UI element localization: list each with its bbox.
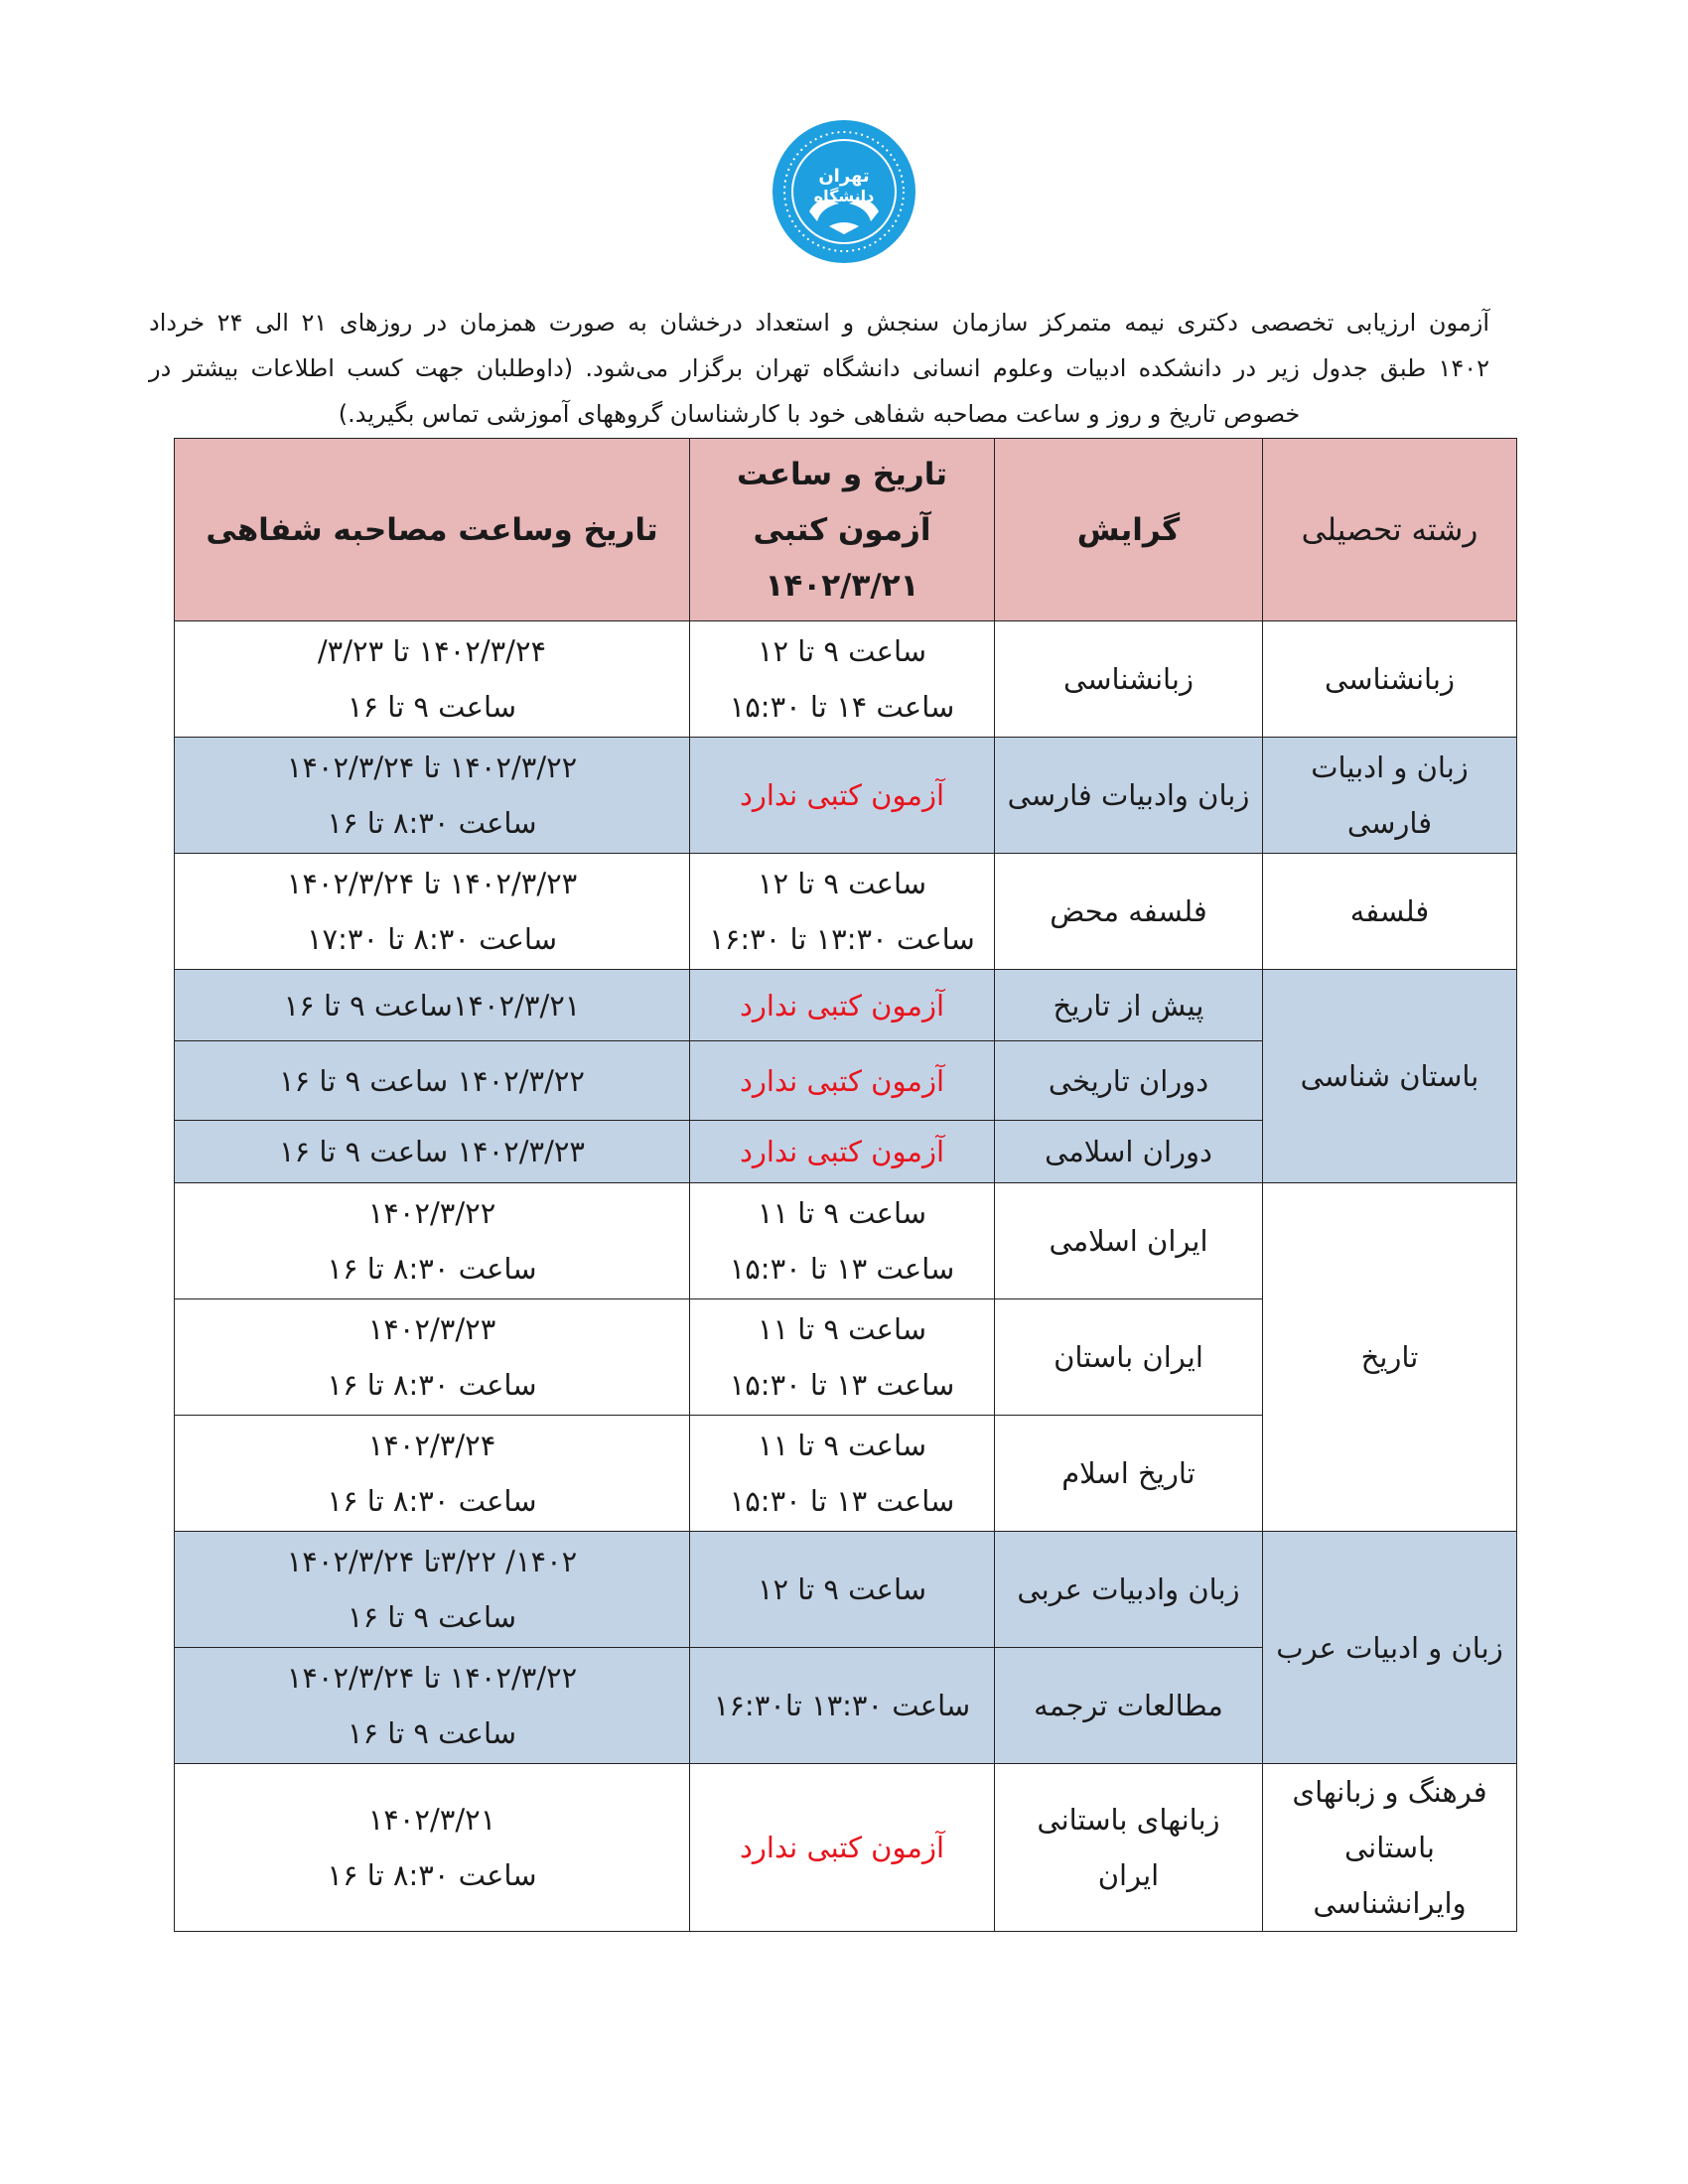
oral-line-2: ساعت ۸:۳۰ تا ۱۶ [327,1368,537,1402]
oral-cell [175,738,690,854]
intro-paragraph [149,300,1489,437]
written-cell: ساعت ۹ تا ۱۲ [690,1532,995,1648]
exam-schedule-table [174,438,1517,1932]
field-cell [1263,738,1517,854]
oral-line-1: ۱۴۰۲/۳/۲۳ تا ۱۴۰۲/۳/۲۴ [286,867,578,900]
written-cell [690,621,995,738]
no-written-exam-cell: آزمون کتبی ندارد [690,1121,995,1183]
field-cell: فلسفه [1263,854,1517,970]
table-row [175,970,1517,1041]
table-row [175,1764,1517,1932]
specialty-cell: ایران باستان [995,1299,1263,1416]
specialty-cell: ایران اسلامی [995,1183,1263,1299]
no-written-exam-cell: آزمون کتبی ندارد [690,970,995,1041]
oral-line-2: ساعت ۹ تا ۱۶ [347,1600,517,1634]
oral-line-1: ۱۴۰۲/۳/۲۲ تا ۱۴۰۲/۳/۲۴ [286,751,578,784]
written-cell: ساعت ۱۳:۳۰ تا۱۶:۳۰ [690,1648,995,1764]
field-line-2: باستانی [1343,1831,1436,1864]
written-line-2: ساعت ۱۳:۳۰ تا ۱۶:۳۰ [709,922,975,956]
oral-line-2: ساعت ۹ تا ۱۶ [347,1716,517,1750]
oral-cell: ۱۴۰۲/۳/۲۲ ساعت ۹ تا ۱۶ [175,1041,690,1121]
field-line-1: فرهنگ و زبانهای [1292,1775,1487,1809]
oral-cell [175,1299,690,1416]
specialty-cell: زبان وادبیات عربی [995,1532,1263,1648]
specialty-line-1: زبانهای باستانی [1037,1803,1220,1837]
specialty-cell: دوران اسلامی [995,1121,1263,1183]
specialty-cell: دوران تاریخی [995,1041,1263,1121]
oral-line-1: ۱۴۰۲/۳/۲۴ تا ۳/۲۳/ [317,634,547,668]
no-written-exam-cell: آزمون کتبی ندارد [690,738,995,854]
oral-cell: ۱۴۰۲/۳/۲۳ ساعت ۹ تا ۱۶ [175,1121,690,1183]
header-specialty: گرایش [995,439,1263,621]
table-row [175,1532,1517,1648]
table-row [175,738,1517,854]
oral-cell [175,1532,690,1648]
field-cell: باستان شناسی [1263,970,1517,1183]
field-cell: زبان و ادبیات عرب [1263,1532,1517,1764]
written-line-1: ساعت ۹ تا ۱۱ [757,1196,927,1230]
header-oral-interview: تاریخ وساعت مصاحبه شفاهی [175,439,690,621]
written-line-2: ساعت ۱۴ تا ۱۵:۳۰ [729,690,955,724]
oral-cell [175,621,690,738]
field-cell: زبانشناسی [1263,621,1517,738]
header-written-exam [690,439,995,621]
oral-cell [175,1183,690,1299]
written-line-1: ساعت ۹ تا ۱۱ [757,1429,927,1462]
intro-line-2: ۱۴۰۲ طبق جدول زیر در دانشکده ادبیات وعلوم انسانی دانشگاه تهران برگزار می‌شود. (داوطلبان جهت کسب اطلاعات بیشتر در [149,354,1489,382]
field-cell [1263,1764,1517,1932]
written-line-1: ساعت ۹ تا ۱۱ [757,1312,927,1346]
header-written-line-3: ۱۴۰۲/۳/۲۱ [765,567,919,604]
specialty-cell: تاریخ اسلام [995,1416,1263,1532]
intro-line-1: آزمون ارزیابی تخصصی دکتری نیمه متمرکز سازمان سنجش و استعداد درخشان به صورت همزمان در روزهای ۲۱ الی ۲۴ خرداد [149,309,1489,337]
table-row [175,621,1517,738]
header-field: رشته تحصیلی [1263,439,1517,621]
written-cell [690,854,995,970]
written-line-2: ساعت ۱۳ تا ۱۵:۳۰ [729,1368,955,1402]
oral-line-1: ۱۴۰۲/۳/۲۲ [367,1196,496,1230]
specialty-cell: زبانشناسی [995,621,1263,738]
oral-line-1: ۱۴۰۲/ ۳/۲۲تا ۱۴۰۲/۳/۲۴ [286,1545,578,1578]
header-written-line-1: تاریخ و ساعت [736,456,948,492]
oral-cell [175,1416,690,1532]
written-cell [690,1299,995,1416]
table-row [175,1183,1517,1299]
field-line-2: فارسی [1346,806,1433,840]
oral-cell [175,1648,690,1764]
intro-line-3: خصوص تاریخ و روز و ساعت مصاحبه شفاهی خود با کارشناسان گروههای آموزشی تماس بگیرید.) [338,400,1301,428]
specialty-line-2: ایران [1097,1858,1160,1892]
written-line-2: ساعت ۱۳ تا ۱۵:۳۰ [729,1252,955,1286]
table-header-row [175,439,1517,621]
written-line-1: ساعت ۹ تا ۱۲ [757,634,927,668]
oral-line-2: ساعت ۸:۳۰ تا ۱۶ [327,1858,537,1892]
oral-cell [175,1764,690,1932]
oral-line-2: ساعت ۹ تا ۱۶ [347,690,517,724]
field-line-1: زبان و ادبیات [1311,751,1469,784]
specialty-cell: مطالعات ترجمه [995,1648,1263,1764]
header-written-line-2: آزمون کتبی [753,511,931,548]
oral-line-1: ۱۴۰۲/۳/۲۱ [367,1803,496,1837]
written-cell [690,1416,995,1532]
specialty-cell: فلسفه محض [995,854,1263,970]
oral-line-1: ۱۴۰۲/۳/۲۳ [367,1312,496,1346]
oral-line-2: ساعت ۸:۳۰ تا ۱۶ [327,1484,537,1518]
specialty-cell [995,1764,1263,1932]
oral-cell [175,854,690,970]
written-cell [690,1183,995,1299]
no-written-exam-cell: آزمون کتبی ندارد [690,1764,995,1932]
no-written-exam-cell: آزمون کتبی ندارد [690,1041,995,1121]
table-row [175,854,1517,970]
oral-line-1: ۱۴۰۲/۳/۲۲ تا ۱۴۰۲/۳/۲۴ [286,1661,578,1695]
specialty-cell: زبان وادبیات فارسی [995,738,1263,854]
university-logo-icon [770,117,918,266]
field-cell: تاریخ [1263,1183,1517,1532]
specialty-cell: پیش از تاریخ [995,970,1263,1041]
written-line-1: ساعت ۹ تا ۱۲ [757,867,927,900]
oral-cell: ۱۴۰۲/۳/۲۱ساعت ۹ تا ۱۶ [175,970,690,1041]
written-line-2: ساعت ۱۳ تا ۱۵:۳۰ [729,1484,955,1518]
oral-line-1: ۱۴۰۲/۳/۲۴ [367,1429,496,1462]
oral-line-2: ساعت ۸:۳۰ تا ۱۶ [327,1252,537,1286]
field-line-3: وایرانشناسی [1313,1886,1467,1920]
svg-text:دانشگاه: دانشگاه [813,187,875,205]
svg-text:تهران: تهران [818,166,870,187]
oral-line-2: ساعت ۸:۳۰ تا ۱۷:۳۰ [306,922,558,956]
oral-line-2: ساعت ۸:۳۰ تا ۱۶ [327,806,537,840]
